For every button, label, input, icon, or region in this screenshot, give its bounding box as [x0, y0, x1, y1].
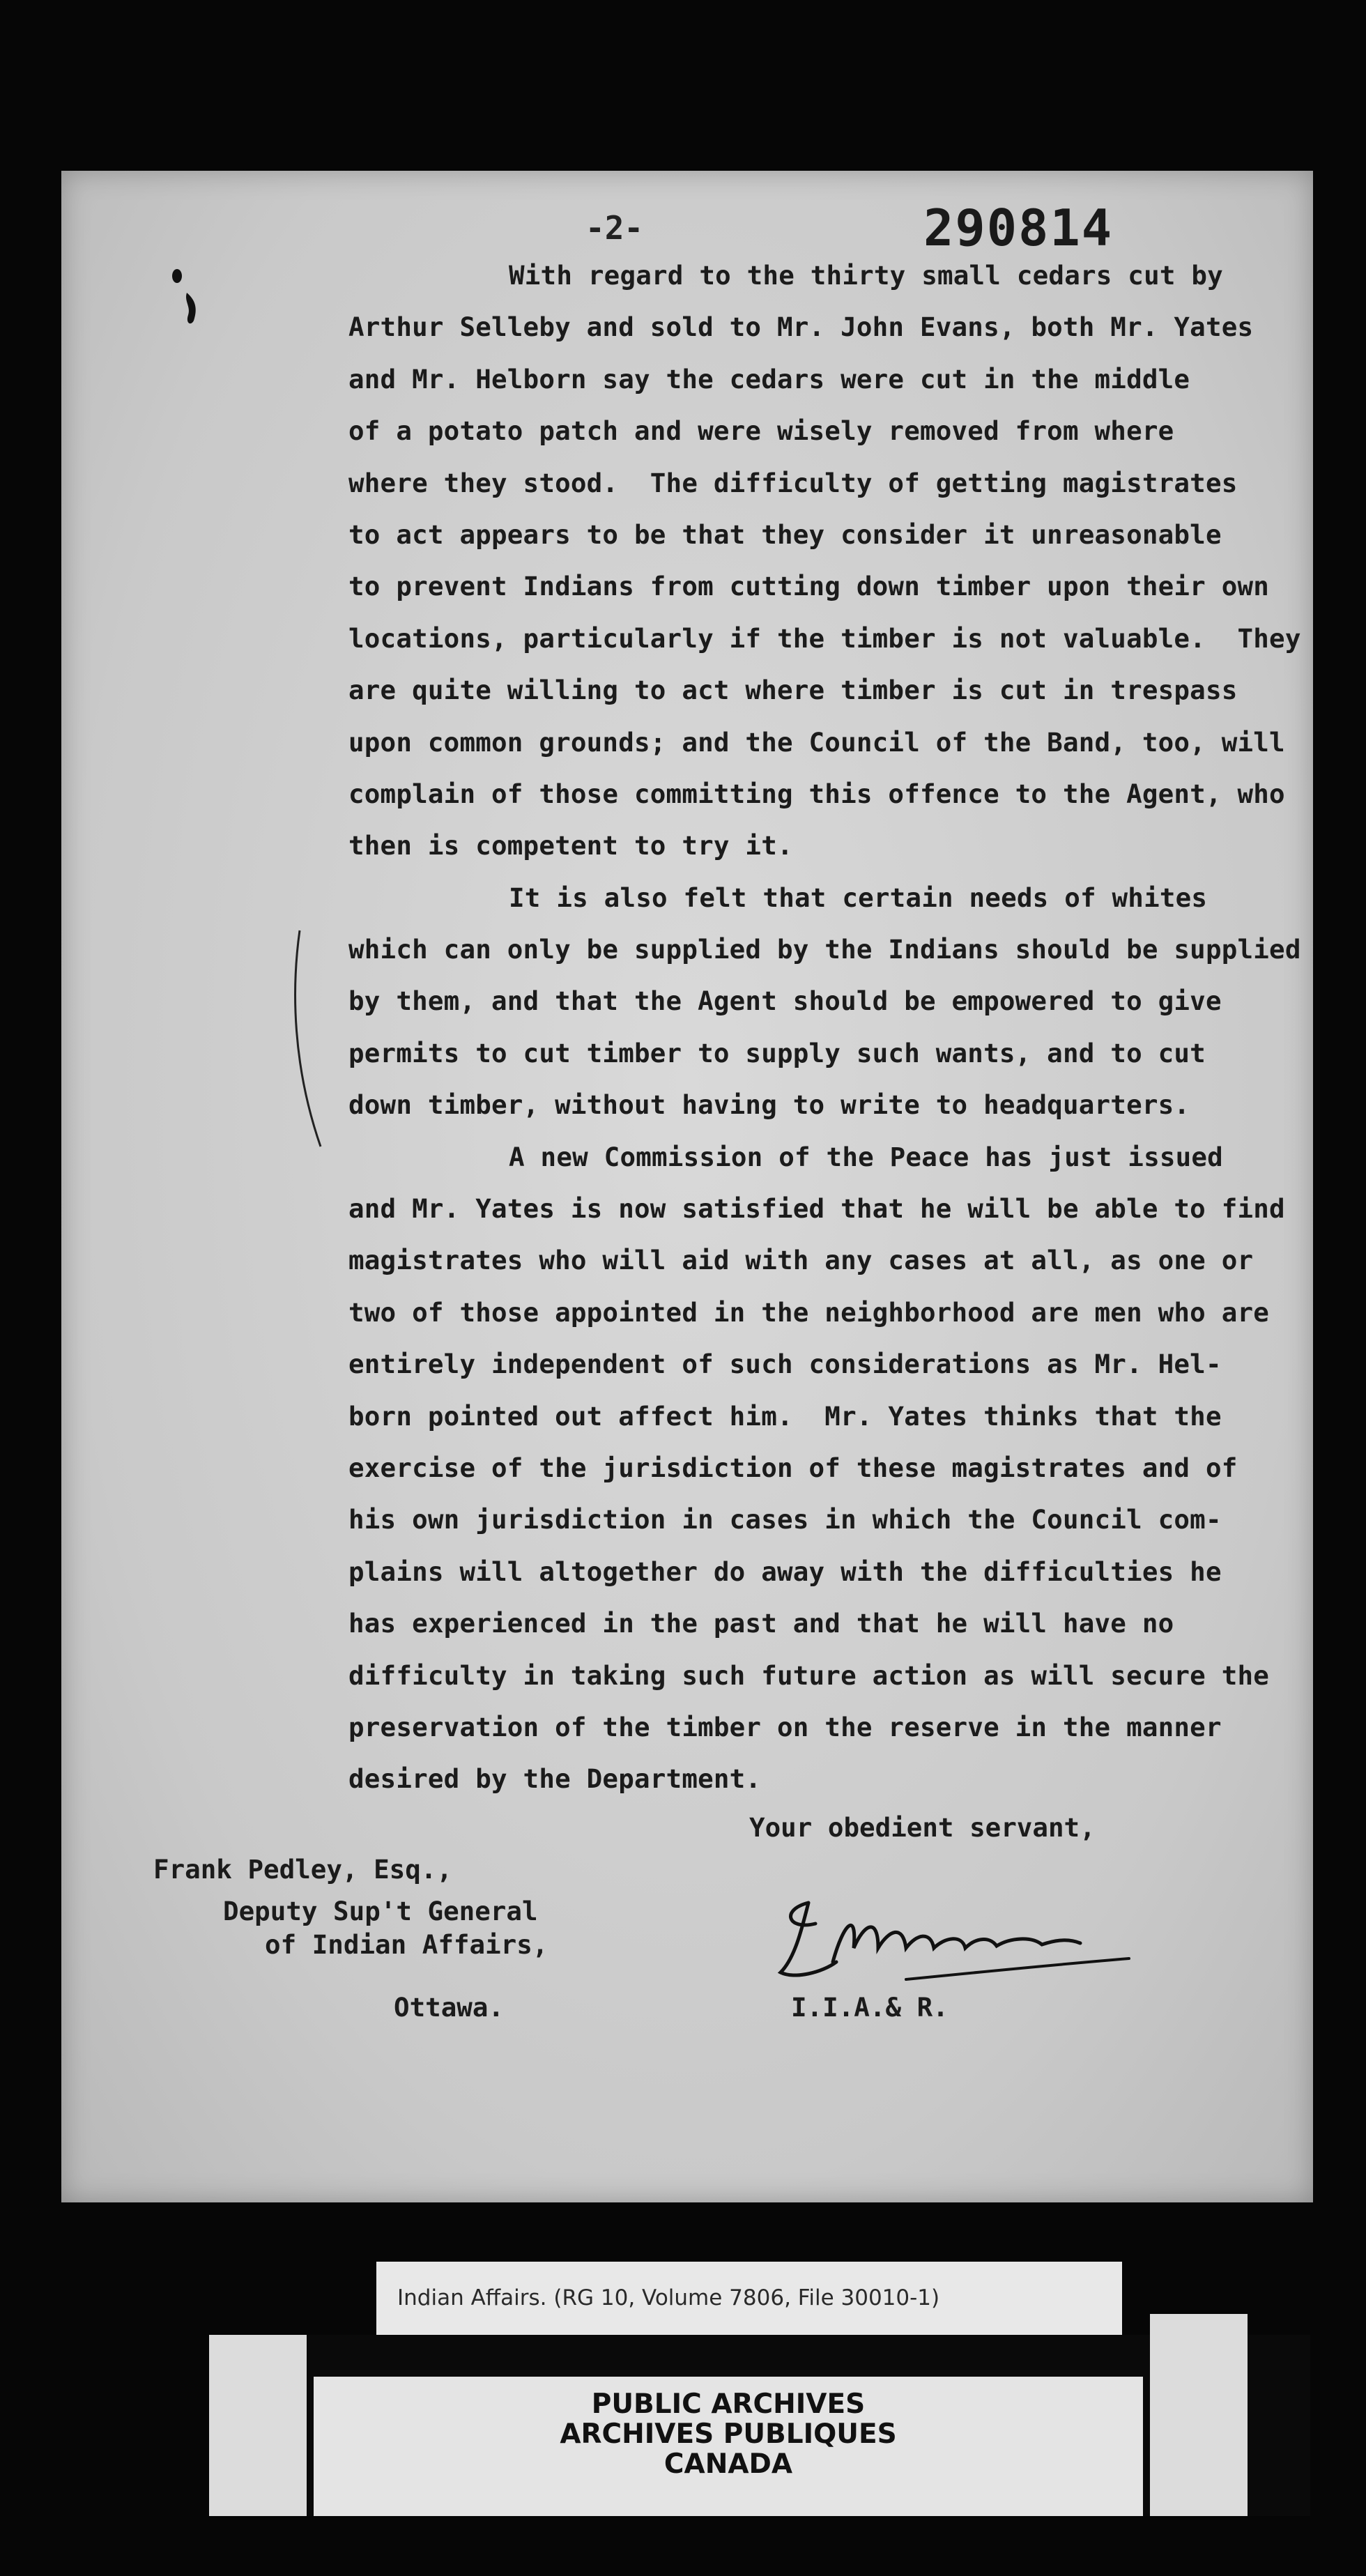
- body-line: down timber, without having to write to headquarters.: [348, 1089, 1190, 1121]
- reference-label: Indian Affairs. (RG 10, Volume 7806, File 30010-1): [376, 2262, 1122, 2335]
- addressee-title: Deputy Sup't General: [223, 1896, 538, 1926]
- body-line: desired by the Department.: [348, 1763, 762, 1795]
- margin-annotation-line: [286, 927, 328, 1150]
- archive-line-3: CANADA: [663, 2448, 793, 2480]
- body-line: his own jurisdiction in cases in which the Council com-: [348, 1504, 1222, 1535]
- body-line: With regard to the thirty small cedars cut by: [509, 260, 1223, 291]
- addressee-city: Ottawa.: [394, 1992, 505, 2023]
- archive-line-1: PUBLIC ARCHIVES: [591, 2389, 866, 2420]
- body-line: A new Commission of the Peace has just issued: [509, 1141, 1223, 1172]
- closing-salutation: Your obedient servant,: [749, 1812, 1096, 1843]
- page-number: -2-: [585, 209, 644, 247]
- body-line: magistrates who will aid with any cases at all, as one or: [348, 1245, 1254, 1276]
- body-line: two of those appointed in the neighborhood are men who are: [348, 1296, 1270, 1328]
- archive-stamp-label: [314, 2377, 1143, 2516]
- body-line: has experienced in the past and that he will have no: [348, 1608, 1174, 1639]
- body-line: where they stood. The difficulty of getting magistrates: [348, 467, 1238, 498]
- archive-line-2: ARCHIVES PUBLIQUES: [560, 2418, 897, 2450]
- body-line: plains will altogether do away with the difficulties he: [348, 1556, 1222, 1587]
- letter-body: [348, 250, 1301, 1805]
- body-line: and Mr. Helborn say the cedars were cut in the middle: [348, 363, 1190, 394]
- body-line: entirely independent of such considerations as Mr. Hel-: [348, 1349, 1222, 1380]
- addressee-department: of Indian Affairs,: [265, 1929, 548, 1960]
- body-line: Arthur Selleby and sold to Mr. John Evans, both Mr. Yates: [348, 312, 1254, 343]
- body-line: born pointed out affect him. Mr. Yates thinks that the: [348, 1400, 1222, 1432]
- body-line: to prevent Indians from cutting down timber upon their own: [348, 571, 1270, 602]
- body-line: and Mr. Yates is now satisfied that he will be able to find: [348, 1193, 1285, 1225]
- body-line: by them, and that the Agent should be empowered to give: [348, 986, 1222, 1017]
- archive-tab-right: [1150, 2314, 1248, 2516]
- body-line: permits to cut timber to supply such wants, and to cut: [348, 1037, 1206, 1068]
- body-line: difficulty in taking such future action as will secure the: [348, 1659, 1270, 1691]
- archive-tab-left: [209, 2335, 307, 2516]
- signature-title: I.I.A.& R.: [791, 1992, 949, 2023]
- body-line: then is competent to try it.: [348, 830, 793, 861]
- addressee-name: Frank Pedley, Esq.,: [153, 1854, 452, 1885]
- body-line: which can only be supplied by the Indians should be supplied: [348, 934, 1301, 965]
- body-line: complain of those committing this offence to the Agent, who: [348, 778, 1285, 809]
- stamp-number: 290814: [923, 199, 1114, 257]
- body-line: upon common grounds; and the Council of the Band, too, will: [348, 726, 1285, 758]
- body-line: of a potato patch and were wisely removed from where: [348, 415, 1174, 447]
- body-line: preservation of the timber on the reserve in the manner: [348, 1711, 1222, 1742]
- body-line: to act appears to be that they consider it unreasonable: [348, 519, 1222, 550]
- handwritten-signature: [767, 1882, 1143, 1993]
- body-line: are quite willing to act where timber is cut in trespass: [348, 675, 1238, 706]
- ink-blot-mark: [167, 265, 209, 348]
- body-line: It is also felt that certain needs of whites: [509, 882, 1208, 913]
- body-line: exercise of the jurisdiction of these magistrates and of: [348, 1452, 1238, 1483]
- body-line: locations, particularly if the timber is not valuable. They: [348, 622, 1301, 654]
